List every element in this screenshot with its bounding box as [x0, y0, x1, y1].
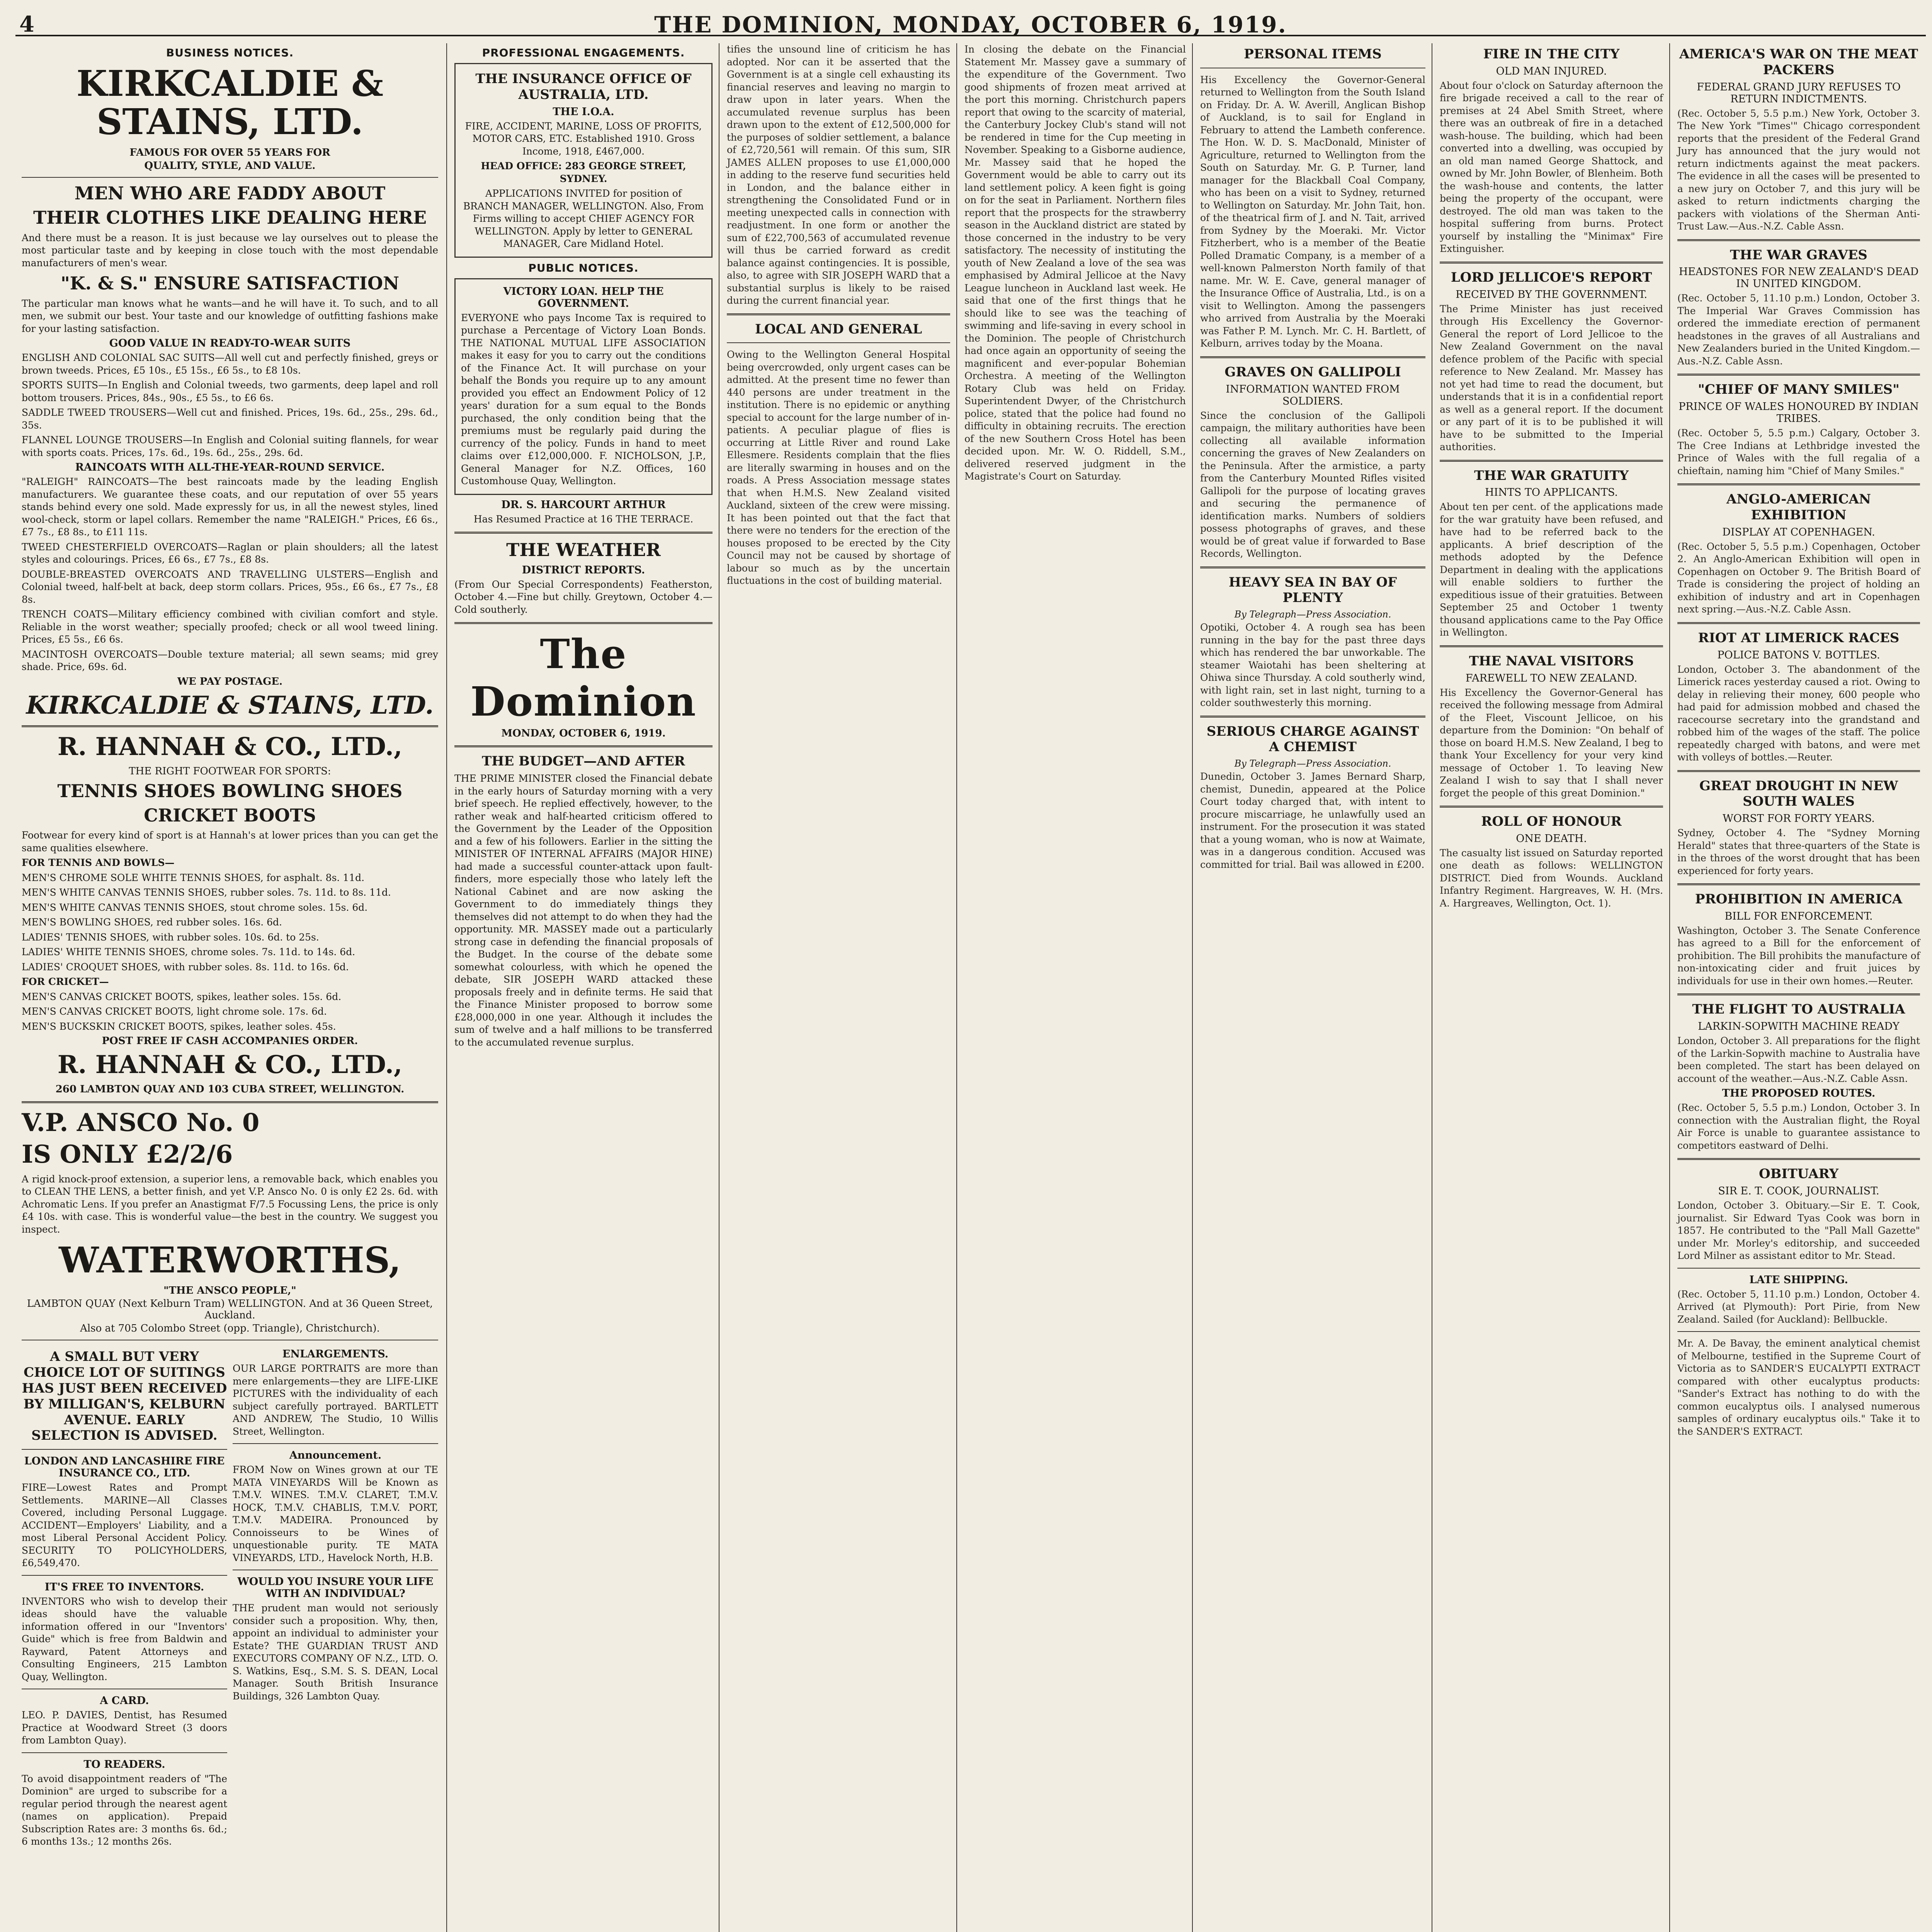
article-headline: GRAVES ON GALLIPOLI: [1225, 364, 1401, 380]
ad-item: MEN'S CHROME SOLE WHITE TENNIS SHOES, for asphalt. 8s. 11d.: [22, 872, 365, 883]
article-subheading: LARKIN-SOPWITH MACHINE READY: [1698, 1020, 1900, 1033]
column-fire-news: [1434, 43, 1669, 1932]
article-subheading: THE PROPOSED ROUTES.: [1722, 1087, 1876, 1100]
ad-item: FLANNEL LOUNGE TROUSERS—In English and Colonial suiting flannels, for wear with sports coats. Prices, 17s. 6d., 19s. 6d., 25s., 29s. 6d.: [22, 434, 438, 458]
ad-headline: ENLARGEMENTS.: [282, 1348, 389, 1361]
ad-item: FOR TENNIS AND BOWLS—: [22, 857, 175, 869]
ad-address: Also at 705 Colombo Street (opp. Triangle), Christchurch).: [80, 1323, 380, 1335]
kirkcaldie-headline: KIRKCALDIE & STAINS, LTD.: [76, 63, 384, 143]
ansco-headline: V.P. ANSCO No. 0: [22, 1108, 260, 1137]
article-dateline: By Telegraph—Press Association.: [1234, 758, 1391, 769]
article-subheading: HINTS TO APPLICANTS.: [1485, 486, 1618, 499]
page-number: 4: [19, 12, 34, 37]
ad-headline: "K. & S." ENSURE SATISFACTION: [60, 273, 400, 294]
editorial-body: tifies the unsound line of criticism he has adopted. Nor can it be asserted that the Government is at a single cell exhausting its financial reserves and leaving no margin to draw upon in later years. When the accumulated revenue surplus has been drawn upon to the extent of £12,500,000 for the purposes of soldier settlement, a balance of £2,720,561 will remain. Of this sum, SIR JAMES ALLEN proposes to use £1,000,000 in adding to the reserve fund securities held in London, and the balance either in strengthening the Consolidated Fund or in meeting unexpected calls in connection with readjustment. In one form or another the sum of £22,700,563 of accumulated revenue will thus be carried forward as credit balance against contingencies. It is possible, also, to agree with SIR JOSEPH WARD that a substantial surplus is likely to be raised during the current financial year.: [727, 44, 950, 306]
column-personal: [1194, 43, 1432, 1932]
article-headline: SERIOUS CHARGE AGAINST A CHEMIST: [1206, 723, 1419, 755]
page-title: THE DOMINION, MONDAY, OCTOBER 6, 1919.: [654, 12, 1287, 38]
article-subheading: DISPLAY AT COPENHAGEN.: [1722, 526, 1875, 538]
article-body: Washington, October 3. The Senate Conference has agreed to a Bill for the enforcement of prohibition. The Bill prohibits the manufacture of non-intoxicating cider and fruit juices by individuals for use in their own homes.—Reuter.: [1677, 925, 1920, 986]
ad-subheading: GOOD VALUE IN READY-TO-WEAR SUITS: [109, 337, 351, 350]
ad-headline: VICTORY LOAN. HELP THE GOVERNMENT.: [503, 285, 664, 310]
kirkcaldie-subline: QUALITY, STYLE, AND VALUE.: [144, 160, 316, 172]
ad-item: FOR CRICKET—: [22, 976, 109, 988]
article-body: His Excellency the Governor-General has received the following message from Admiral of the Fleet, Viscount Jellicoe, on his departure from the Dominion: "On behalf of those on board H.M.S. New Zealand, I beg to thank Your Excellency for your very kind message of October 1. To leaving New Zealand I wish to say that I shall never forget the people of this great Dominion.": [1440, 687, 1663, 799]
ad-item: ENGLISH AND COLONIAL SAC SUITS—All well cut and perfectly finished, greys or brown tweeds. Prices, £5 10s., £5 15s., £6 5s., to £8 10s.: [22, 352, 438, 376]
article-subheading: FEDERAL GRAND JURY REFUSES TO RETURN INDICTMENTS.: [1697, 81, 1901, 105]
ad-body: To avoid disappointment readers of "The Dominion" are urged to subscribe for a regular period through the nearest agent (names on application). Prepaid Subscription Rates are: 3 months 6s. 6d.; 6 months 13s.; 12 months 26s.: [22, 1773, 227, 1847]
ad-headline: LONDON AND LANCASHIRE FIRE INSURANCE CO., LTD.: [24, 1455, 225, 1480]
ad-item: MEN'S BOWLING SHOES, red rubber soles. 16s. 6d.: [22, 917, 282, 928]
article-body: About four o'clock on Saturday afternoon the fire brigade received a call to the rear of premises at 24 Abel Smith Street, where there was an outbreak of fire in a detached wash-house. The building, which had been converted into a dwelling, was occupied by an old man named George Shattock, and owned by Mr. John Bowler, of Blenheim. Both the wash-house and contents, the latter being the property of the occupant, were destroyed. The old man was taken to the hospital suffering from burns. Protect yourself by installing the "Minimax" Fire Extinguisher.: [1440, 80, 1663, 255]
ad-item: SPORTS SUITS—In English and Colonial tweeds, two garments, deep lapel and roll bottom trousers. Prices, 84s., 90s., £5 5s., to £6 6s.: [22, 379, 438, 403]
article-body: About ten per cent. of the applications made for the war gratuity have been refused, and have had to be referred back to the applicants. A brief description of the methods adopted by the Defence Department in dealing with the applications will enable soldiers to further the expeditious issue of their gratuities. Between September 25 and October 1 twenty thousand applications came to the Pay Office in Wellington.: [1440, 501, 1663, 638]
ad-item: LADIES' WHITE TENNIS SHOES, chrome soles. 7s. 11d. to 14s. 6d.: [22, 946, 355, 958]
article-body: (Rec. October 5, 11.10 p.m.) London, October 4. Arrived (at Plymouth): Port Pirie, from New Zealand. Sailed (for Auckland): Bellbuckle.: [1677, 1288, 1920, 1325]
article-body: (Rec. October 5, 11.10 p.m.) London, October 3. The Imperial War Graves Commission has ordered the immediate erection of permanent headstones in the graves of all Australians and New Zealanders buried in the United Kingdom.—Aus.-N.Z. Cable Assn.: [1677, 293, 1920, 367]
hannah-address: 260 LAMBTON QUAY AND 103 CUBA STREET, WELLINGTON.: [55, 1083, 405, 1095]
article-subheading: POLICE BATONS V. BOTTLES.: [1717, 649, 1880, 661]
ad-subheading: RAINCOATS WITH ALL-THE-YEAR-ROUND SERVICE.: [75, 461, 385, 474]
ad-item: MEN'S WHITE CANVAS TENNIS SHOES, rubber soles. 7s. 11d. to 8s. 11d.: [22, 887, 391, 898]
article-headline: RIOT AT LIMERICK RACES: [1698, 630, 1900, 646]
column-rule: [956, 43, 957, 1932]
ad-footnote: POST FREE IF CASH ACCOMPANIES ORDER.: [102, 1035, 358, 1047]
ad-headline: TO READERS.: [83, 1758, 165, 1770]
ad-headline: MEN WHO ARE FADDY ABOUT: [74, 182, 386, 204]
ad-footnote: WE PAY POSTAGE.: [177, 675, 283, 687]
ad-headline: DR. S. HARCOURT ARTHUR: [501, 498, 666, 511]
ad-item: MEN'S WHITE CANVAS TENNIS SHOES, stout chrome soles. 15s. 6d.: [22, 901, 368, 913]
kirkcaldie-signature: KIRKCALDIE & STAINS, LTD.: [26, 690, 434, 720]
ad-item: TWEED CHESTERFIELD OVERCOATS—Raglan or plain shoulders; all the latest styles and colourings. Prices, £6 6s., £7 7s., £8 8s.: [22, 541, 438, 565]
article-subheading: LATE SHIPPING.: [1749, 1274, 1848, 1286]
ad-address: LAMBTON QUAY (Next Kelburn Tram) WELLINGTON. And at 36 Queen Street, Auckland.: [27, 1298, 433, 1321]
ad-body: OUR LARGE PORTRAITS are more than mere enlargements—they are LIFE-LIKE PICTURES with the individuality of each subject carefully portrayed. BARTLETT AND ANDREW, The Studio, 10 Willis Street, Wellington.: [233, 1363, 438, 1437]
ad-item: MEN'S CANVAS CRICKET BOOTS, light chrome sole. 17s. 6d.: [22, 1006, 327, 1017]
article-subheading: BILL FOR ENFORCEMENT.: [1725, 910, 1873, 922]
ad-body: FIRE, ACCIDENT, MARINE, LOSS OF PROFITS, MOTOR CARS, ETC. Established 1910. Gross Income, 1918, £467,000.: [465, 120, 702, 157]
ad-address: HEAD OFFICE: 283 GEORGE STREET, SYDNEY.: [481, 160, 686, 184]
column-cable-news: [1671, 43, 1926, 1932]
article-body: London, October 3. Obituary.—Sir E. T. Cook, journalist. Sir Edward Tyas Cook was born in 1857. He contributed to the "Pall Mall Gazette" under Mr. Morley's editorship, and succeeded Lord Milner as assistant editor to Mr. Stead.: [1677, 1200, 1920, 1262]
article-subheading: FAREWELL TO NEW ZEALAND.: [1465, 672, 1638, 684]
ad-headline: THE INSURANCE OFFICE OF AUSTRALIA, LTD.: [475, 71, 692, 102]
article-body: (Rec. October 5, 5.5 p.m.) Calgary, October 3. The Cree Indians at Lethbridge invested the Prince of Wales with the full regalia of a chieftain, naming him "Chief of Many Smiles.": [1677, 427, 1920, 476]
ansco-price: IS ONLY £2/2/6: [22, 1140, 233, 1169]
article-headline: FIRE IN THE CITY: [1483, 46, 1620, 62]
masthead: [15, 12, 1926, 36]
ad-body: EVERYONE who pays Income Tax is required to purchase a Percentage of Victory Loan Bonds. THE NATIONAL MUTUAL LIFE ASSOCIATION makes it easy for you to carry out the conditions of the Finance Act. It will purchase on your behalf the Bonds you require up to any amount provided you effect an Endowment Policy of 12 years' duration for a sum equal to the Bonds purchased, the only condition being that the premiums must be regularly paid during the currency of the policy. Funds in hand to meet claims over £12,000,000. F. NICHOLSON, J.P., General Manager for N.Z. Offices, 160 Customhouse Quay, Wellington.: [461, 312, 706, 487]
ad-item: MEN'S CANVAS CRICKET BOOTS, spikes, leather soles. 15s. 6d.: [22, 991, 342, 1002]
ad-item: "RALEIGH" RAINCOATS—The best raincoats made by the leading English manufacturers. We guarantee these coats, and our reputation of over 55 years stands behind every one sold. Made expressly for us, in all the newest styles, lined wool-check, storm or lapel collars. Remember the name "RALEIGH." Prices, £6 6s., £7 7s., £8 8s., to £11 11s.: [22, 476, 438, 538]
ad-item: LADIES' CROQUET SHOES, with rubber soles. 8s. 11d. to 16s. 6d.: [22, 961, 349, 973]
ad-body: FIRE—Lowest Rates and Prompt Settlements. MARINE—All Classes Covered, including Personal Luggage. ACCIDENT—Employers' Liability, and a most Liberal Personal Accident Policy. SECURITY TO POLICYHOLDERS, £6,549,470.: [22, 1482, 227, 1569]
article-body: Owing to the Wellington General Hospital being overcrowded, only urgent cases can be admitted. At the present time no fewer than 440 persons are under treatment in the institution. There is no epidemic or anything special to account for the large number of in-patients. A peculiar plague of flies is occurring at Little River and round Lake Ellesmere. Residents complain that the flies are literally swarming in houses and on the roads. A Press Association message states that when H.M.S. New Zealand visited Auckland, sixteen of the crew were missing. It has been pointed out that the fact that there were no tenders for the erection of the houses proposed to be erected by the City Council may not be caused by shortage of labour so much as by the uncertain fluctuations in the cost of building material.: [727, 349, 950, 587]
article-body: (Rec. October 5, 5.5 p.m.) New York, October 3. The New York "Times'" Chicago correspondent reports that the president of the Federal Grand Jury has announced that the jury would not return indictments against the meat packers. The evidence in all the cases will be presented to a new jury on October 7, and this jury will be asked to return indictments charging the packers with violations of the Sherman Anti-Trust Law.—Aus.-N.Z. Cable Assn.: [1677, 107, 1920, 232]
article-headline: GREAT DROUGHT IN NEW SOUTH WALES: [1699, 778, 1898, 810]
hannah-headline: R. HANNAH & CO., LTD.,: [57, 732, 403, 762]
editorial-headline: THE BUDGET—AND AFTER: [481, 753, 685, 769]
article-body: (From Our Special Correspondents) Featherston, October 4.—Fine but chilly. Greytown, October 4.—Cold southerly.: [454, 578, 713, 615]
ad-item: SADDLE TWEED TROUSERS—Well cut and finished. Prices, 19s. 6d., 25s., 29s. 6d., 35s.: [22, 407, 438, 431]
article-headline: THE WAR GRAVES: [1730, 247, 1867, 263]
column-business-notices: [15, 43, 444, 1932]
ad-headline: THEIR CLOTHES LIKE DEALING HERE: [33, 207, 427, 228]
ad-item: TRENCH COATS—Military efficiency combined with civilian comfort and style. Reliable in the worst weather; specially proofed; check or all wool tweed lining. Prices, £5 5s., £6 6s.: [22, 609, 438, 645]
article-headline: HEAVY SEA IN BAY OF PLENTY: [1228, 574, 1397, 606]
article-headline: OBITUARY: [1759, 1166, 1839, 1182]
ad-headline: TENNIS SHOES BOWLING SHOES: [57, 780, 403, 801]
editorial-body: THE PRIME MINISTER closed the Financial debate in the early hours of Saturday morning with a very brief speech. He replied effectively, however, to the rather weak and half-hearted criticism offered to the Government by the Leader of the Opposition and a few of his followers. Earlier in the sitting the MINISTER OF INTERNAL AFFAIRS (MAJOR HINE) had made a successful counter-attack upon fault-finders, more especially those who lately left the National Cabinet and are now asking the Government to do immediately things they themselves did not attempt to do when they had the opportunity. MR. MASSEY made out a particularly strong case in defending the financial proposals of the Budget. In the course of the debate some somewhat colourless, with which he opened the debate, SIR JOSEPH WARD attacked these proposals freely and in definite terms. He said that the Finance Minister proposed to borrow some £28,000,000 in one year. Although it includes the sum of twelve and a half millions to be transferred to the accumulated revenue surplus.: [454, 773, 713, 1048]
article-dateline: By Telegraph—Press Association.: [1234, 609, 1391, 620]
ad-item: MEN'S BUCKSKIN CRICKET BOOTS, spikes, leather soles. 45s.: [22, 1020, 336, 1032]
section-heading: LOCAL AND GENERAL: [755, 321, 922, 337]
ad-body: FROM Now on Wines grown at our TE MATA VINEYARDS Will be Known as T.M.V. WINES. T.M.V. CLARET, T.M.V. HOCK, T.M.V. CHABLIS, T.M.V. PORT, T.M.V. MADEIRA. Pronounced by Connoisseurs to be Wines of unquestionable purity. TE MATA VINEYARDS, LTD., Havelock North, H.B.: [233, 1464, 438, 1563]
article-subheading: WORST FOR FORTY YEARS.: [1723, 813, 1875, 825]
ad-body: LEO. P. DAVIES, Dentist, has Resumed Practice at Woodward Street (3 doors from Lambton Quay).: [22, 1709, 227, 1746]
ad-subline: THE I.O.A.: [553, 105, 614, 118]
ad-headline: IT'S FREE TO INVENTORS.: [44, 1581, 204, 1593]
article-subheading: HEADSTONES FOR NEW ZEALAND'S DEAD IN UNITED KINGDOM.: [1679, 266, 1919, 290]
article-body: Since the conclusion of the Gallipoli campaign, the military authorities have been collecting all available information concerning the graves of New Zealanders on the Peninsula. After the armistice, a party from the Canterbury Mounted Rifles visited Gallipoli for the purpose of locating graves and securing the permanence of identification marks. Numbers of soldiers possess photographs of graves, and these would be of great value if forwarded to Base Records, Wellington.: [1200, 410, 1425, 560]
article-headline: "CHIEF OF MANY SMILES": [1698, 382, 1900, 398]
ad-item: LADIES' TENNIS SHOES, with rubber soles. 10s. 6d. to 25s.: [22, 931, 319, 943]
ad-subline: "THE ANSCO PEOPLE,": [163, 1285, 296, 1297]
article-headline: AMERICA'S WAR ON THE MEAT PACKERS: [1679, 46, 1918, 78]
column-rule: [446, 43, 447, 1932]
article-subheading: RECEIVED BY THE GOVERNMENT.: [1455, 288, 1648, 301]
kirkcaldie-subline: FAMOUS FOR OVER 55 YEARS FOR: [129, 146, 330, 158]
ad-body: APPLICATIONS INVITED for position of BRANCH MANAGER, WELLINGTON. Also, From Firms willing to accept CHIEF AGENCY FOR WELLINGTON. Apply by letter to GENERAL MANAGER, Care Midland Hotel.: [463, 188, 704, 250]
article-body: (Rec. October 5, 5.5 p.m.) London, October 3. In connection with the Australian flight, the Royal Air Force is unable to guarantee assistance to competitors eastward of Delhi.: [1677, 1102, 1920, 1151]
ad-body: INVENTORS who wish to develop their ideas should have the valuable information offered in our "Inventors' Guide" which is free from Baldwin and Rayward, Patent Attorneys and Consulting Engineers, 215 Lambton Quay, Wellington.: [22, 1595, 227, 1682]
ad-body: The particular man knows what he wants—and he will have it. To such, and to all men, we submit our best. Your taste and our knowledge of outfitting fashions make for your lasting satisfaction.: [22, 298, 438, 334]
section-heading: PERSONAL ITEMS: [1244, 46, 1382, 62]
article-subheading: INFORMATION WANTED FROM SOLDIERS.: [1226, 383, 1400, 407]
ad-headline: Announcement.: [289, 1449, 382, 1462]
ad-body: And there must be a reason. It is just because we lay ourselves out to please the most particular taste and by keeping in close touch with the most dependable manufacturers of men's wear.: [22, 232, 438, 269]
column-editorial-continued: [721, 43, 956, 1932]
section-label: BUSINESS NOTICES.: [166, 46, 294, 59]
section-heading: THE WEATHER: [506, 539, 661, 561]
article-headline: PROHIBITION IN AMERICA: [1695, 891, 1903, 907]
article-body: The casualty list issued on Saturday reported one death as follows: WELLINGTON DISTRICT. Died from Wounds. Auckland Infantry Regiment. Hargreaves, W. H. (Mrs. A. Hargreaves, Wellington, Oct. 1).: [1440, 847, 1663, 909]
article-headline: THE FLIGHT TO AUSTRALIA: [1692, 1002, 1905, 1017]
ad-item: DOUBLE-BREASTED OVERCOATS AND TRAVELLING ULSTERS—English and Colonial tweed, half-belt at back, deep storm collars. Prices, 95s., £6 6s., £7 7s., £8 8s.: [22, 568, 438, 605]
column-professional: [448, 43, 719, 1932]
article-subheading: SIR E. T. COOK, JOURNALIST.: [1718, 1185, 1879, 1197]
section-subheading: DISTRICT REPORTS.: [522, 564, 645, 576]
ad-body: THE prudent man would not seriously consider such a proposition. Why, then, appoint an individual to administer your Estate? THE GUARDIAN TRUST AND EXECUTORS COMPANY OF N.Z., LTD. O. S. Watkins, Esq., S.M. S. S. DEAN, Local Manager. South British Insurance Buildings, 326 Lambton Quay.: [233, 1602, 438, 1702]
ad-subline: THE RIGHT FOOTWEAR FOR SPORTS:: [129, 765, 331, 777]
article-headline: THE NAVAL VISITORS: [1469, 653, 1634, 669]
column-rule: [1669, 43, 1670, 1932]
hannah-signature: R. HANNAH & CO., LTD.,: [57, 1050, 403, 1080]
paper-nameplate: The Dominion: [470, 630, 697, 726]
column-local-news: [958, 43, 1192, 1932]
ad-headline: WOULD YOU INSURE YOUR LIFE WITH AN INDIVIDUAL?: [237, 1576, 434, 1600]
article-body: Sydney, October 4. The "Sydney Morning Herald" states that three-quarters of the State is in the throes of the worst drought that has been experienced for forty years.: [1677, 827, 1920, 876]
ad-body: Has Resumed Practice at 16 THE TERRACE.: [473, 513, 694, 525]
article-body: In closing the debate on the Financial Statement Mr. Massey gave a summary of the expenditure of the Government. Two good shipments of frozen meat arrived at the port this morning. Christchurch papers report that owing to the scarcity of material, the Canterbury Jockey Club's stand will not be rendered in time for the Cup meeting in November. Speaking to a Gisborne audience, Mr. Massey said that he hoped the Government would be able to carry out its land settlement policy. A keen fight is going on for the seat in Parliament. Northern files report that the prospects for the strawberry season in the Auckland district are stated by those concerned in the industry to be very satisfactory. The necessity of instituting the youth of New Zealand a love of the sea was emphasised by Admiral Jellicoe at the Navy League luncheon in Auckland last week. He said that one of the first things that he should like to see was the teaching of swimming and life-saving in every school in the Dominion. The people of Christchurch had once again an opportunity of seeing the magnificent and ever-popular Bohemian Orchestra. A meeting of the Wellington Rotary Club was held on Friday. Superintendent Dwyer, of the Christchurch police, stated that the police had found no difficulty in obtaining recruits. The erection of the new Southern Cross Hotel has been decided upon. Mr. W. O. Riddell, S.M., delivered reserved judgment in the Magistrate's Court on Saturday.: [964, 44, 1186, 482]
article-body: London, October 3. The abandonment of the Limerick races yesterday caused a riot. Owing to delay in relieving their money, 600 people who had paid for admission mobbed and chased the racecourse secretary into the grandstand and robbed him of the wages of the staff. The police repeatedly charged with batons, and were met with volleys of bottles.—Reuter.: [1677, 663, 1920, 763]
ad-body: Footwear for every kind of sport is at Hannah's at lower prices than you can get the same qualities elsewhere.: [22, 830, 438, 854]
article-headline: ROLL OF HONOUR: [1481, 814, 1622, 830]
article-headline: LORD JELLICOE'S REPORT: [1451, 269, 1652, 285]
section-label: PUBLIC NOTICES.: [528, 261, 639, 274]
section-label: PROFESSIONAL ENGAGEMENTS.: [482, 46, 685, 59]
article-headline: ANGLO-AMERICAN EXHIBITION: [1726, 492, 1871, 523]
article-body: His Excellency the Governor-General returned to Wellington from the South Island on Friday. Dr. A. W. Averill, Anglican Bishop of Auckland, is to sail for England in February to attend the Lambeth conference. The Hon. W. D. S. MacDonald, Minister of Agriculture, returned to Wellington from the South on Saturday. Mr. G. P. Turner, land manager for the Blackball Coal Company, who has been on a visit to Sydney, returned to Wellington on Saturday. Mr. John Tait, hon. of the theatrical firm of J. and N. Tait, arrived from Sydney by the Moeraki. Mr. Victor Fitzherbert, who is a member of the Beatie Polled Dramatic Company, is a member of a well-known Palmerston North family of that name. Mr. W. E. Cave, general manager of the Insurance Office of Australia, Ltd., is on a visit to Wellington. Among the passengers who arrived from Australia by the Moeraki was Father P. M. Lynch. Mr. C. H. Bartlett, of Kelburn, arrives today by the Moana.: [1200, 74, 1425, 349]
article-body: Dunedin, October 3. James Bernard Sharp, chemist, Dunedin, appeared at the Police Court today charged that, with intent to procure miscarriage, he unlawfully used an instrument. For the prosecution it was stated that a young woman, who is now at Waimate, was in a dangerous condition. Accused was committed for trial. Bail was allowed in £200.: [1200, 771, 1425, 870]
waterworths-headline: WATERWORTHS,: [59, 1239, 401, 1281]
paper-date: MONDAY, OCTOBER 6, 1919.: [501, 728, 666, 740]
article-body: (Rec. October 5, 5.5 p.m.) Copenhagen, October 2. An Anglo-American Exhibition will open in Copenhagen on October 9. The British Board of Trade is considering the project of holding an exhibition of industry and art in Copenhagen next spring.—Aus.-N.Z. Cable Assn.: [1677, 541, 1920, 615]
article-body: The Prime Minister has just received through His Excellency the Governor-General the report of Lord Jellicoe to the New Zealand Government on the naval defence problem of the Pacific with special reference to New Zealand. Mr. Massey has not yet had time to read the document, but understands that it is in a confidential report as well as a general report. If the document or any part of it is to be published it will have to be submitted to the Imperial authorities.: [1440, 303, 1663, 453]
article-subheading: PRINCE OF WALES HONOURED BY INDIAN TRIBES.: [1679, 401, 1919, 425]
ad-headline: A CARD.: [100, 1695, 149, 1707]
advertisement-body: Mr. A. De Bavay, the eminent analytical chemist of Melbourne, testified in the Supreme Court of Victoria as to SANDER'S EUCALYPTI EXTRACT compared with other eucalyptus products: "Sander's Extract has nothing to do with the common eucalyptus oils. I analysed numerous samples of ordinary eucalyptus oils." Take it to the SANDER'S EXTRACT.: [1677, 1338, 1920, 1437]
article-body: London, October 3. All preparations for the flight of the Larkin-Sopwith machine to Australia have been completed. The start has been delayed on account of the weather.—Aus.-N.Z. Cable Assn.: [1677, 1035, 1920, 1084]
ad-headline: CRICKET BOOTS: [144, 804, 316, 826]
milligans-ad: A SMALL BUT VERY CHOICE LOT OF SUITINGS HAS JUST BEEN RECEIVED BY MILLIGAN'S, KELBURN AVENUE. EARLY SELECTION IS ADVISED.: [22, 1349, 227, 1444]
article-subheading: OLD MAN INJURED.: [1496, 65, 1607, 77]
article-body: Opotiki, October 4. A rough sea has been running in the bay for the past three days which has rendered the bar unworkable. The steamer Waiotahi has been sheltering at Ohiwa since Thursday. A cold southerly wind, with light rain, set in last night, turning to a colder southwesterly this morning.: [1200, 622, 1425, 709]
article-headline: THE WAR GRATUITY: [1474, 468, 1629, 483]
ad-body: A rigid knock-proof extension, a superior lens, a removable back, which enables you to CLEAN THE LENS, a better finish, and yet V.P. Ansco No. 0 is only £2 2s. 6d. with Achromatic Lens. If you prefer an Anastigmat F/7.5 Focussing Lens, the price is only £4 10s. with case. This is wonderful value—the best in the country. We suggest you inspect.: [22, 1173, 438, 1235]
column-rule: [1192, 43, 1193, 1932]
ad-item: MACINTOSH OVERCOATS—Double texture material; all sewn seams; mid grey shade. Price, 69s. 6d.: [22, 648, 438, 673]
article-subheading: ONE DEATH.: [1516, 832, 1587, 845]
